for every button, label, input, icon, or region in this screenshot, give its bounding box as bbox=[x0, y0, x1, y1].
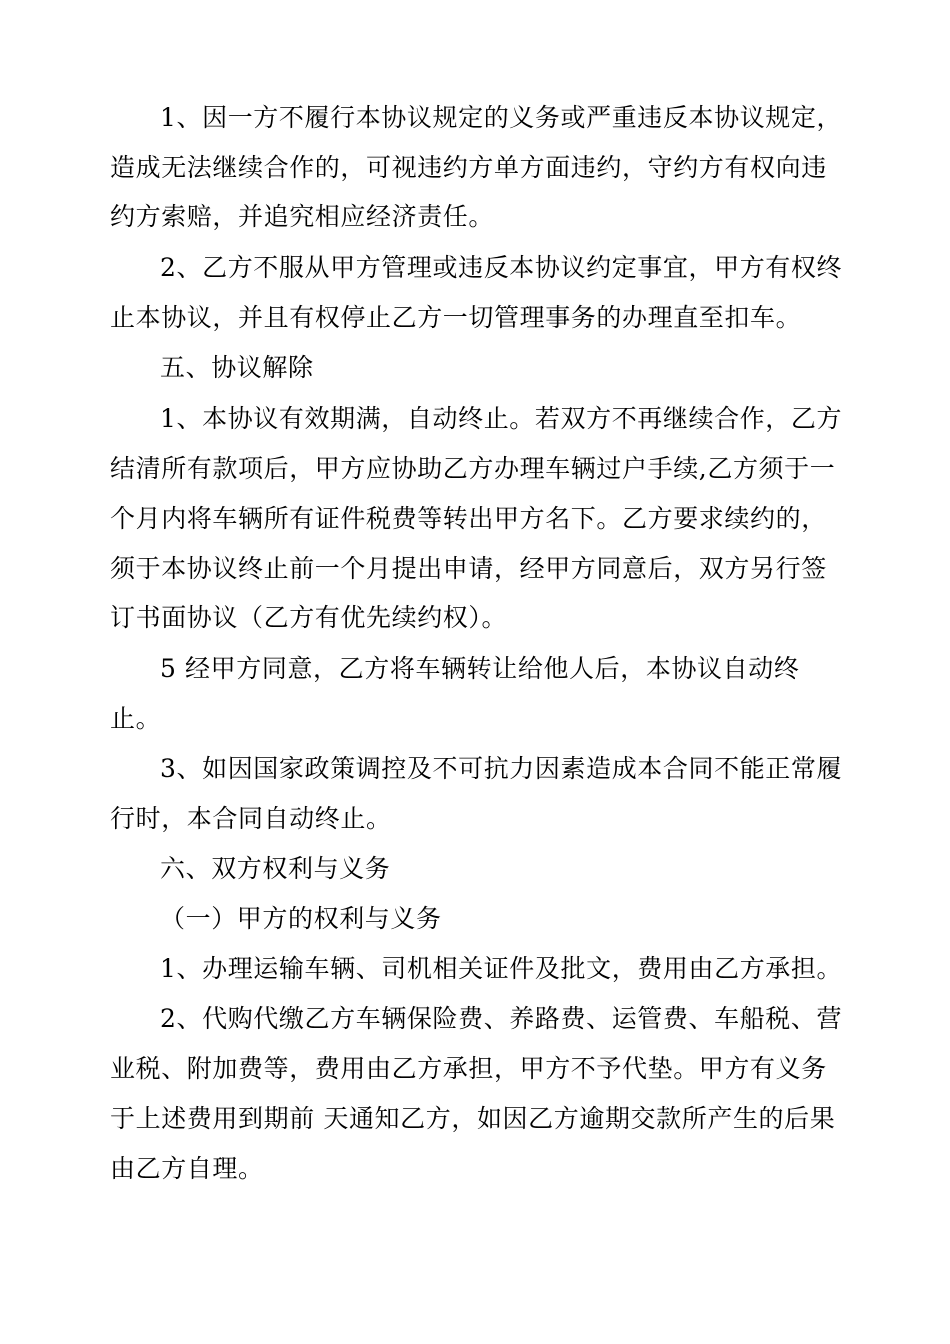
text-line: 止。 bbox=[110, 704, 162, 733]
text-line: 订书面协议（乙方有优先续约权）。 bbox=[110, 603, 508, 632]
section-heading: 五、协议解除 bbox=[160, 353, 314, 382]
text-line: 结清所有款项后，甲方应协助乙方办理车辆过户手续,乙方须于一 bbox=[110, 454, 836, 483]
text-line: 3、如因国家政策调控及不可抗力因素造成本合同不能正常履 bbox=[160, 754, 843, 783]
text-line: 约方索赔，并追究相应经济责任。 bbox=[110, 202, 495, 231]
text-line: 行时，本合同自动终止。 bbox=[110, 804, 392, 833]
text-line: 1、本协议有效期满，自动终止。若双方不再继续合作，乙方 bbox=[160, 404, 843, 433]
text-line: 于上述费用到期前 天通知乙方，如因乙方逾期交款所产生的后果 bbox=[110, 1104, 836, 1133]
text-line: 业税、附加费等，费用由乙方承担，甲方不予代垫。甲方有义务 bbox=[110, 1054, 827, 1083]
text-line: 个月内将车辆所有证件税费等转出甲方名下。乙方要求续约的， bbox=[110, 504, 827, 533]
text-line: 2、乙方不服从甲方管理或违反本协议约定事宜，甲方有权终 bbox=[160, 253, 843, 282]
text-line: 由乙方自理。 bbox=[110, 1154, 264, 1183]
text-line: 止本协议，并且有权停止乙方一切管理事务的办理直至扣车。 bbox=[110, 303, 802, 332]
text-line: 须于本协议终止前一个月提出申请，经甲方同意后，双方另行签 bbox=[110, 554, 827, 583]
text-line: 5 经甲方同意，乙方将车辆转让给他人后，本协议自动终 bbox=[160, 654, 800, 683]
text-line: 2、代购代缴乙方车辆保险费、养路费、运管费、车船税、营 bbox=[160, 1004, 843, 1033]
text-line: 1、因一方不履行本协议规定的义务或严重违反本协议规定， bbox=[160, 103, 843, 132]
text-line: 造成无法继续合作的，可视违约方单方面违约，守约方有权向违 bbox=[110, 153, 827, 182]
text-line: 1、办理运输车辆、司机相关证件及批文，费用由乙方承担。 bbox=[160, 954, 843, 983]
subsection-heading: （一）甲方的权利与义务 bbox=[160, 904, 442, 933]
section-heading: 六、双方权利与义务 bbox=[160, 854, 391, 883]
